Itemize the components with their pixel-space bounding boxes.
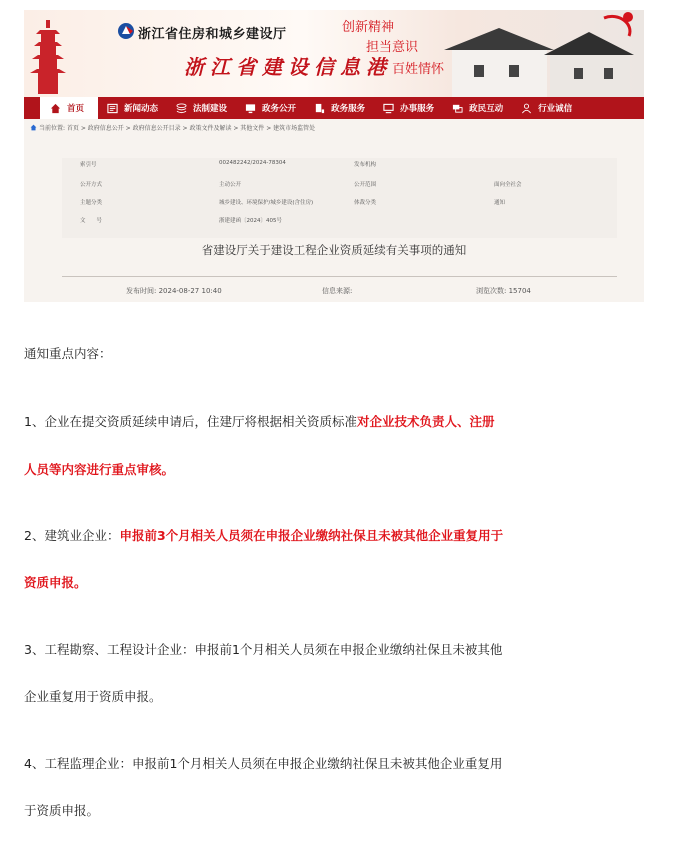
nav-interaction[interactable] [443, 97, 512, 119]
document-title: 省建设厅关于建设工程企业资质延续有关事项的通知 [201, 243, 467, 257]
meta-genre-value: 通知 [494, 200, 506, 206]
nav-label: 首页 [67, 104, 85, 114]
view-count: 浏览次数: 15704 [476, 287, 531, 295]
portal-title: 浙江省建设信息港 [184, 55, 392, 79]
computer-icon [383, 103, 394, 114]
document-meta-table [62, 158, 617, 238]
village-houses-illustration [404, 10, 644, 97]
nav-disclosure[interactable] [236, 97, 305, 119]
meta-org-label: 发布机构 [354, 162, 377, 168]
nav-label: 政民互动 [469, 104, 504, 114]
slogan-2: 担当意识 [366, 40, 419, 55]
breadcrumb [30, 123, 315, 132]
article-item-1-line-1 [24, 412, 494, 430]
meta-topic-value: 城乡建设、环境保护/城乡建设(含住房) [219, 200, 314, 206]
breadcrumb-text[interactable]: 当前位置: 首页 > 政府信息公开 > 政府信息公开目录 > 政策文件及解读 > 其他文件 > 建筑市场监管处 [39, 125, 316, 132]
newspaper-icon [107, 103, 118, 114]
info-source: 信息来源: [322, 287, 353, 295]
nav-label: 法制建设 [193, 104, 228, 114]
nav-news[interactable] [98, 97, 167, 119]
article-intro: 通知重点内容： [24, 346, 112, 361]
site-banner [24, 10, 644, 97]
pagoda-icon [30, 20, 66, 94]
article-item-4-line-1: 4、工程监理企业：申报前1个月相关人员须在申报企业缴纳社保且未被其他企业重复用 [24, 756, 503, 771]
nav-services[interactable] [305, 97, 374, 119]
nav-home[interactable] [40, 97, 98, 119]
item-1-text: 1、企业在提交资质延续申请后，住建厅将根据相关资质标准 [24, 414, 357, 429]
meta-docno-label: 文 号 [80, 218, 103, 224]
people-icon [521, 103, 532, 114]
article-item-2-line-1 [24, 526, 503, 544]
monitor-icon [245, 103, 256, 114]
slogan-1: 创新精神 [342, 20, 395, 35]
nav-legal[interactable] [167, 97, 236, 119]
department-name: 浙江省住房和城乡建设厅 [138, 27, 287, 42]
main-nav [24, 97, 644, 119]
meta-index-value: 002482242/2024-78304 [219, 160, 286, 166]
document-icon [314, 103, 325, 114]
chat-icon [452, 103, 463, 114]
home-icon [30, 124, 37, 131]
item-1-highlight: 对企业技术负责人、注册 [356, 414, 495, 429]
item-2-highlight: 申报前3个月相关人员须在申报企业缴纳社保且未被其他企业重复用于 [119, 528, 504, 543]
meta-scope-label: 公开范围 [354, 182, 377, 188]
meta-method-value: 主动公开 [219, 182, 242, 188]
nav-label: 政务服务 [331, 104, 366, 114]
nav-label: 办事服务 [400, 104, 435, 114]
nav-credit[interactable] [512, 97, 581, 119]
meta-docno-value: 浙建建函〔2024〕405号 [219, 218, 282, 224]
article-item-3-line-1: 3、工程勘察、工程设计企业：申报前1个月相关人员须在申报企业缴纳社保且未被其他 [24, 642, 503, 657]
meta-index-label: 索引号 [80, 162, 97, 168]
article-item-2-line-2: 资质申报。 [24, 575, 87, 590]
slogan-3: 百姓情怀 [392, 62, 445, 77]
meta-method-label: 公开方式 [80, 182, 103, 188]
item-2-text: 2、建筑业企业： [24, 528, 120, 543]
meta-scope-value: 面向全社会 [494, 182, 522, 188]
article-item-3-line-2: 企业重复用于资质申报。 [24, 689, 162, 704]
home-icon [50, 103, 61, 114]
publish-time: 发布时间: 2024-08-27 10:40 [126, 287, 222, 295]
article-item-1-line-2: 人员等内容进行重点审核。 [24, 462, 175, 477]
article-item-4-line-2: 于资质申报。 [24, 803, 100, 818]
divider [62, 276, 617, 277]
logo-icon [117, 22, 135, 40]
stack-icon [176, 103, 187, 114]
nav-label: 行业诚信 [538, 104, 573, 114]
nav-handle[interactable] [374, 97, 443, 119]
meta-genre-label: 体裁分类 [354, 200, 377, 206]
website-screenshot [24, 10, 644, 302]
meta-topic-label: 主题分类 [80, 200, 103, 206]
nav-label: 新闻动态 [124, 104, 159, 114]
nav-label: 政务公开 [262, 104, 297, 114]
